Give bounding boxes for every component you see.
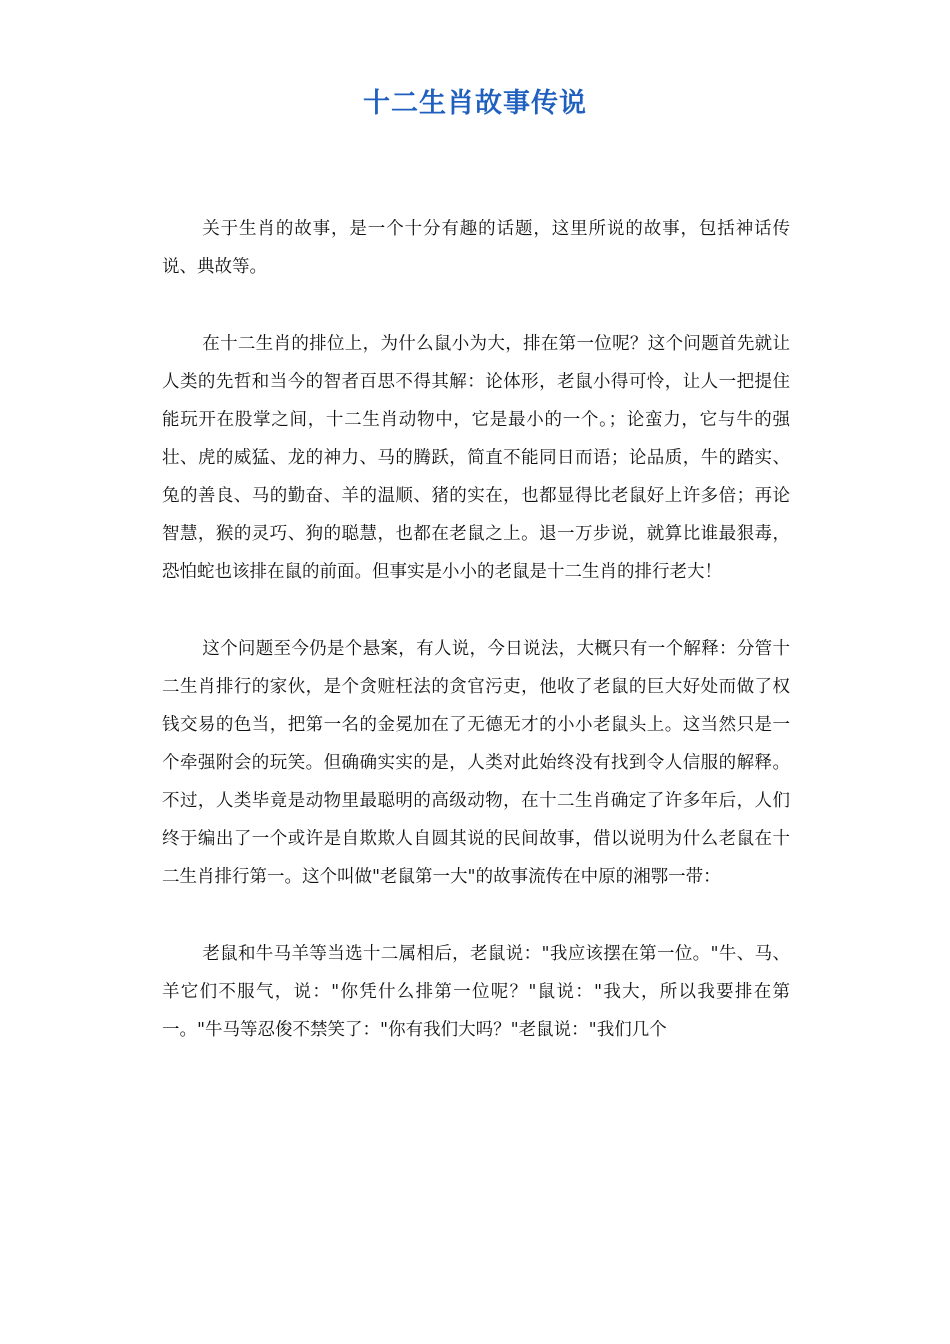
- document-body: [162, 210, 790, 1088]
- paragraph-folk-story: 老鼠和牛马羊等当选十二属相后，老鼠说："我应该摆在第一位。"牛、马、羊它们不服气，说："你凭什么排第一位呢？"鼠说："我大，所以我要排在第一。"牛马等忍俊不禁笑了："你有我们大吗？"老鼠说："我们几个: [162, 944, 790, 1040]
- paragraph-rat-first-question: 在十二生肖的排位上，为什么鼠小为大，排在第一位呢？这个问题首先就让人类的先哲和当今的智者百思不得其解：论体形，老鼠小得可怜，让人一把提住能玩开在股掌之间，十二生肖动物中，它是最小的一个。；论蛮力，它与牛的强壮、虎的威猛、龙的神力、马的腾跃，简直不能同日而语；论品质，牛的踏实、兔的善良、马的勤奋、羊的温顺、猪的实在，也都显得比老鼠好上许多倍；再论智慧，猴的灵巧、狗的聪慧，也都在老鼠之上。退一万步说，就算比谁最狠毒，恐怕蛇也该排在鼠的前面。但事实是小小的老鼠是十二生肖的排行老大！: [162, 334, 790, 582]
- paragraph-unsolved-explanation: 这个问题至今仍是个悬案，有人说，今日说法，大概只有一个解释：分管十二生肖排行的家伙，是个贪赃枉法的贪官污吏，他收了老鼠的巨大好处而做了权钱交易的色当，把第一名的金冕加在了无德无才的小小老鼠头上。这当然只是一个牵强附会的玩笑。但确确实实的是，人类对此始终没有找到令人信服的解释。不过，人类毕竟是动物里最聪明的高级动物，在十二生肖确定了许多年后，人们终于编出了一个或许是自欺欺人自圆其说的民间故事，借以说明为什么老鼠在十二生肖排行第一。这个叫做"老鼠第一大"的故事流传在中原的湘鄂一带：: [162, 639, 790, 887]
- document-title: 十二生肖故事传说: [363, 88, 587, 119]
- paragraph-intro: 关于生肖的故事，是一个十分有趣的话题，这里所说的故事，包括神话传说、典故等。: [162, 219, 790, 277]
